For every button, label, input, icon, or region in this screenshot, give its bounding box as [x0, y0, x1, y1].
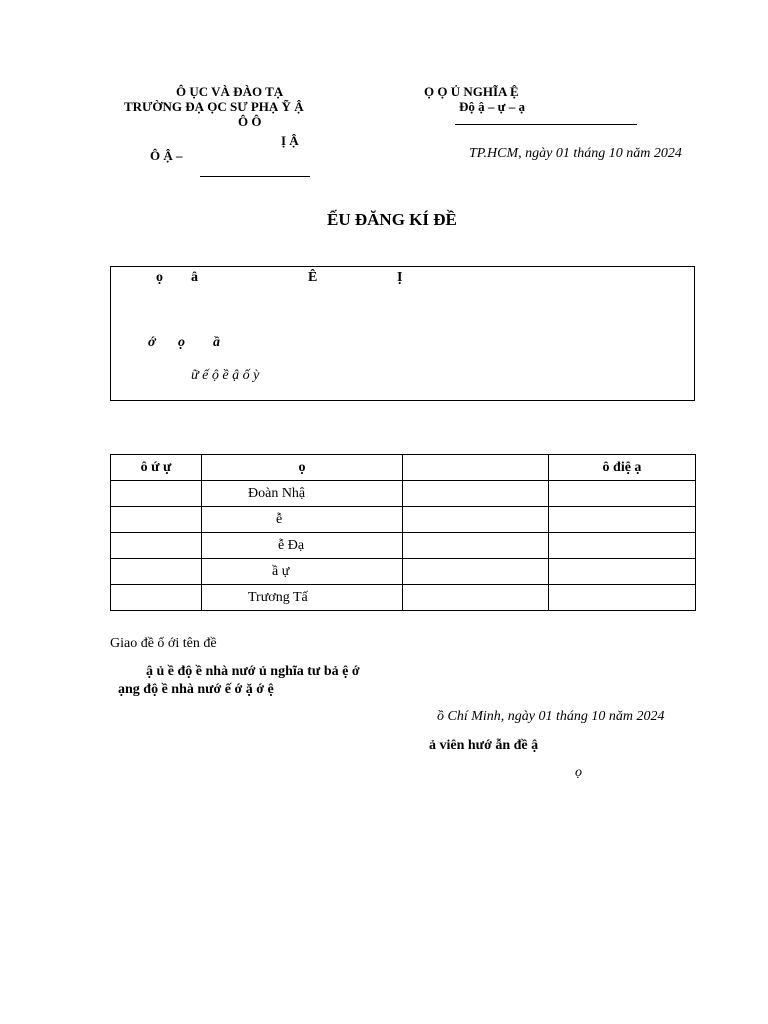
- cell-member-name: ễ Đạ: [202, 533, 403, 559]
- cell-phone: [549, 585, 696, 611]
- cell-order: [111, 585, 202, 611]
- info-label-1a: ọ: [156, 270, 163, 285]
- signer-name: ọ: [575, 765, 582, 780]
- cell-order: [111, 481, 202, 507]
- table-header-row: [111, 455, 696, 481]
- cell-order: [111, 507, 202, 533]
- info-label-3: ữ ế ộ ề ậ ố ỳ: [191, 368, 260, 383]
- cell-member-name: ễ: [202, 507, 403, 533]
- department-name: Ô Ậ –: [150, 148, 183, 163]
- cell-order: [111, 533, 202, 559]
- assignment-intro: Giao đề ố ới tên đề: [110, 636, 217, 651]
- cell-phone: [549, 507, 696, 533]
- info-label-1b: â: [191, 270, 198, 285]
- col-header-id: [403, 455, 549, 481]
- cell-id: [403, 533, 549, 559]
- header-date: TP.HCM, ngày 01 tháng 10 năm 2024: [469, 146, 682, 161]
- col-header-phone: ô điệ ạ: [549, 455, 696, 481]
- cell-phone: [549, 481, 696, 507]
- cell-member-name: ầ ự: [202, 559, 403, 585]
- cell-id: [403, 481, 549, 507]
- col-header-order: ô ứ ự: [111, 455, 202, 481]
- faculty-name: Ị Ậ: [281, 133, 299, 148]
- cell-member-name: Trương Tấ: [202, 585, 403, 611]
- topic-title-line2: ạng độ ề nhà nướ ế ớ ặ ớ ệ: [118, 682, 274, 697]
- topic-info-box: [110, 266, 695, 401]
- info-label-1c: Ê: [308, 270, 318, 285]
- info-label-2c: ầ: [213, 335, 220, 350]
- table-row: [111, 481, 696, 507]
- university-name: TRƯỜNG ĐẠ ỌC SƯ PHẠ Ỹ Ậ: [124, 99, 304, 114]
- department-underline: [200, 176, 310, 177]
- cell-id: [403, 507, 549, 533]
- footer-date: ồ Chí Minh, ngày 01 tháng 10 năm 2024: [437, 709, 665, 724]
- university-name-cont: Ô Ô: [238, 114, 262, 129]
- national-title: Ọ Ọ Ủ NGHĨA Ệ: [424, 84, 519, 99]
- col-header-name: ọ: [202, 455, 403, 481]
- cell-id: [403, 585, 549, 611]
- member-table: [110, 454, 696, 611]
- table-row: [111, 507, 696, 533]
- info-label-2a: ớ: [148, 335, 156, 350]
- info-label-2b: ọ: [178, 335, 185, 350]
- cell-id: [403, 559, 549, 585]
- ministry-name: Ô ỤC VÀ ĐÀO TẠ: [176, 84, 284, 99]
- table-row: [111, 559, 696, 585]
- table-row: [111, 585, 696, 611]
- table-row: [111, 533, 696, 559]
- signer-title: ả viên hướ ẫn đề ậ: [429, 738, 539, 753]
- national-motto: Độ ậ – ự – ạ: [459, 99, 525, 114]
- page-title: ẾU ĐĂNG KÍ ĐỀ: [327, 210, 457, 229]
- cell-phone: [549, 559, 696, 585]
- cell-phone: [549, 533, 696, 559]
- topic-title-line1: ậ ủ ề độ ề nhà nướ ủ nghĩa tư bả ệ ớ: [146, 664, 360, 679]
- cell-member-name: Đoàn Nhậ: [202, 481, 403, 507]
- info-label-1d: Ị: [397, 270, 403, 285]
- motto-underline: [455, 124, 637, 125]
- cell-order: [111, 559, 202, 585]
